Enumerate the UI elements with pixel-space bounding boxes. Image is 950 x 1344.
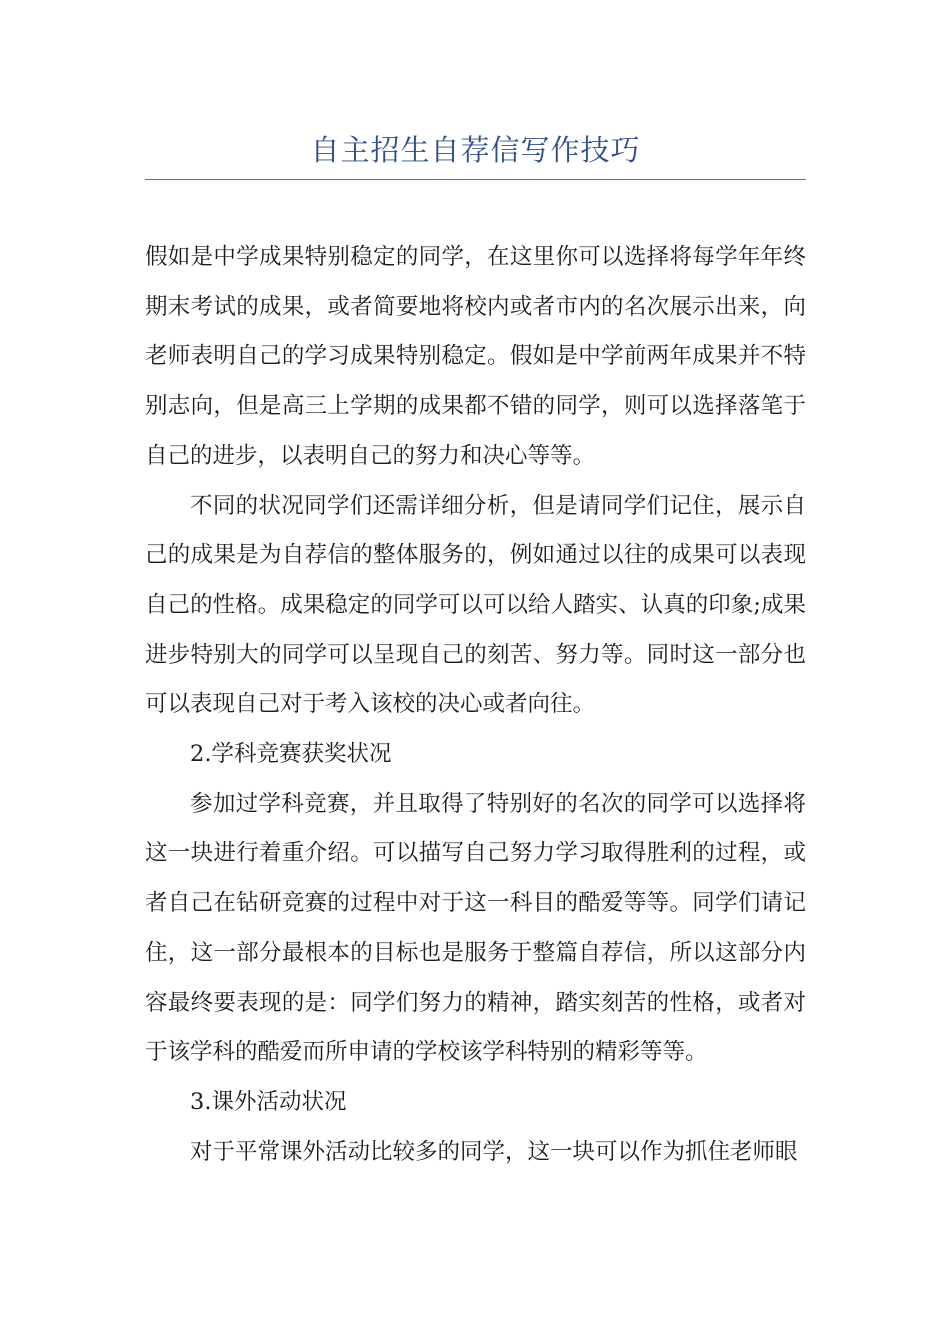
document-title: 自主招生自荐信写作技巧 [310, 133, 641, 167]
paragraph-1: 假如是中学成果特别稳定的同学，在这里你可以选择将每学年年终期末考试的成果，或者简要地将校内或者市内的名次展示出来，向老师表明自己的学习成果特别稳定。假如是中学前两年成果并不特别志向，但是高三上学期的成果都不错的同学，则可以选择落笔于自己的进步，以表明自己的努力和决心等等。 [145, 244, 806, 469]
paragraph-3: 参加过学科竞赛，并且取得了特别好的名次的同学可以选择将这一块进行着重介绍。可以描写自己努力学习取得胜利的过程，或者自己在钻研竞赛的过程中对于这一科目的酷爱等等。同学们请记住，这一部分最根本的目标也是服务于整篇自荐信，所以这部分内容最终要表现的是：同学们努力的精神，踏实刻苦的性格，或者对于该学科的酷爱而所申请的学校该学科特别的精彩等等。 [145, 790, 806, 1066]
document-body [145, 233, 806, 1177]
title-underline [145, 179, 806, 180]
paragraph-4: 对于平常课外活动比较多的同学，这一块可以作为抓住老师眼 [190, 1138, 798, 1165]
section-heading-activities: 3.课外活动状况 [190, 1088, 347, 1115]
section-heading-competition: 2.学科竞赛获奖状况 [190, 741, 392, 768]
paragraph-2: 不同的状况同学们还需详细分析，但是请同学们记住，展示自己的成果是为自荐信的整体服务的，例如通过以往的成果可以表现自己的性格。成果稳定的同学可以可以给人踏实、认真的印象;成果进步特别大的同学可以呈现自己的刻苦、努力等。同时这一部分也可以表现自己对于考入该校的决心或者向往。 [145, 492, 806, 718]
